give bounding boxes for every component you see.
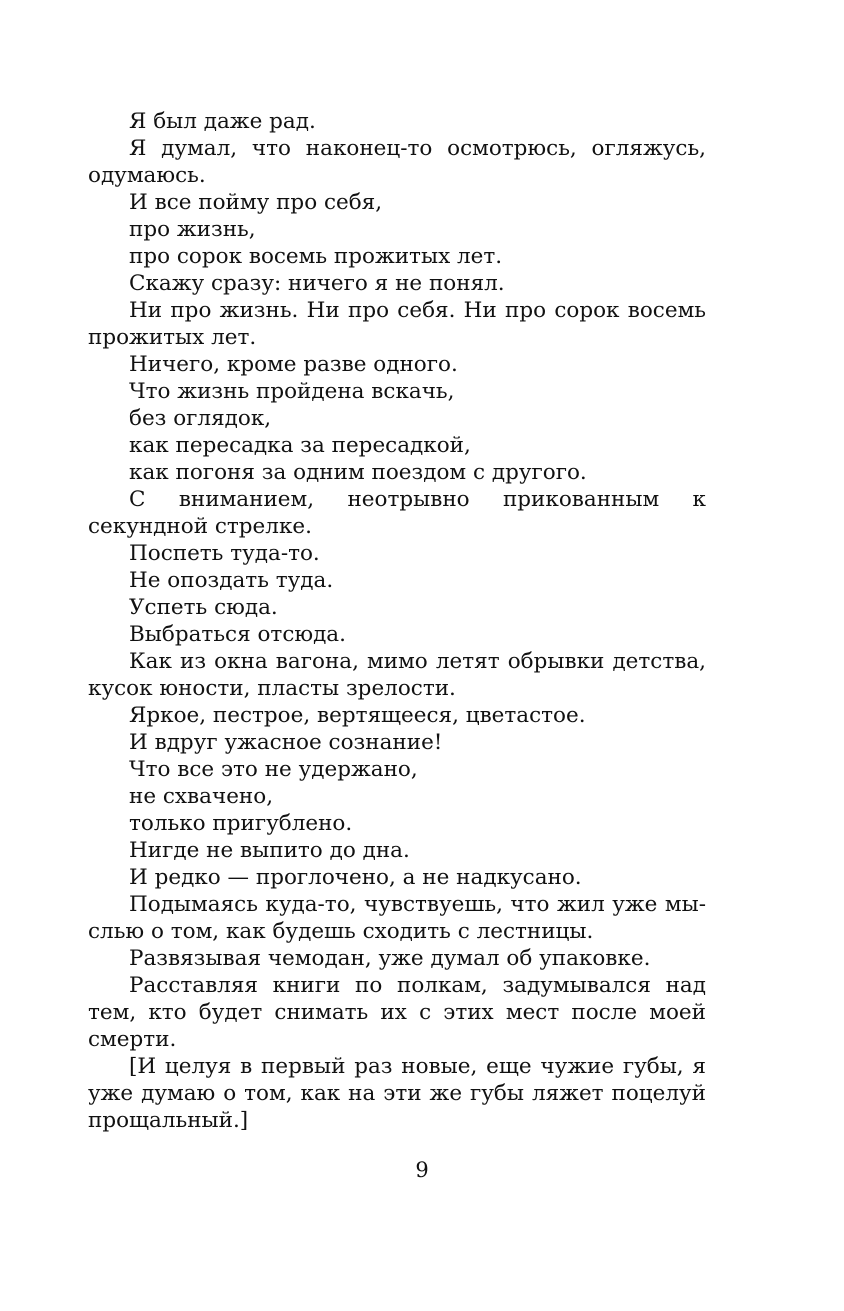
paragraph: Поспеть туда-то.: [129, 541, 320, 566]
paragraph: как пересадка за пересадкой,: [129, 433, 471, 458]
paragraph: Успеть сюда.: [129, 595, 278, 620]
paragraph: Подымаясь куда-то, чувствуешь, что жил уже мыслью о том, как будешь сходить с лестницы.: [88, 892, 706, 944]
paragraph: Выбраться отсюда.: [129, 622, 346, 647]
paragraph: С вниманием, неотрывно прикованным к секундной стрелке.: [88, 487, 706, 539]
paragraph: Нигде не выпито до дна.: [129, 838, 410, 863]
paragraph: И вдруг ужасное сознание!: [129, 730, 443, 755]
paragraph: Как из окна вагона, мимо летят обрывки детства, кусок юности, пласты зрелости.: [88, 649, 706, 701]
paragraph: Развязывая чемодан, уже думал об упаковке.: [129, 946, 651, 971]
paragraph: как погоня за одним поездом с другого.: [129, 460, 587, 485]
paragraph: И редко — проглочено, а не надкусано.: [129, 865, 582, 890]
page-body: [88, 108, 706, 1134]
paragraph: про жизнь,: [129, 217, 256, 242]
paragraph: про сорок восемь прожитых лет.: [129, 244, 503, 269]
paragraph: Что все это не удержано,: [129, 757, 418, 782]
paragraph: без оглядок,: [129, 406, 272, 431]
paragraph: не схвачено,: [129, 784, 274, 809]
paragraph: [И целуя в первый раз новые, еще чужие губы, я уже думаю о том, как на эти же губы ляжет поцелуй прощальный.]: [88, 1054, 706, 1133]
paragraph: Не опоздать туда.: [129, 568, 334, 593]
paragraph: Ни про жизнь. Ни про себя. Ни про сорок восемь прожитых лет.: [88, 298, 706, 350]
paragraph: Я думал, что наконец-то осмотрюсь, огляжусь, одумаюсь.: [88, 136, 706, 188]
paragraph: Я был даже рад.: [129, 109, 316, 134]
paragraph: только пригублено.: [129, 811, 353, 836]
paragraph: Яркое, пестрое, вертящееся, цветастое.: [129, 703, 586, 728]
paragraph: Ничего, кроме разве одного.: [129, 352, 458, 377]
paragraph: Что жизнь пройдена вскачь,: [129, 379, 455, 404]
page-number: 9: [415, 1158, 429, 1182]
paragraph: Скажу сразу: ничего я не понял.: [129, 271, 505, 296]
paragraph: Расставляя книги по полкам, задумывался над тем, кто будет снимать их с этих мест после моей смерти.: [88, 973, 706, 1052]
paragraph: И все пойму про себя,: [129, 190, 383, 215]
